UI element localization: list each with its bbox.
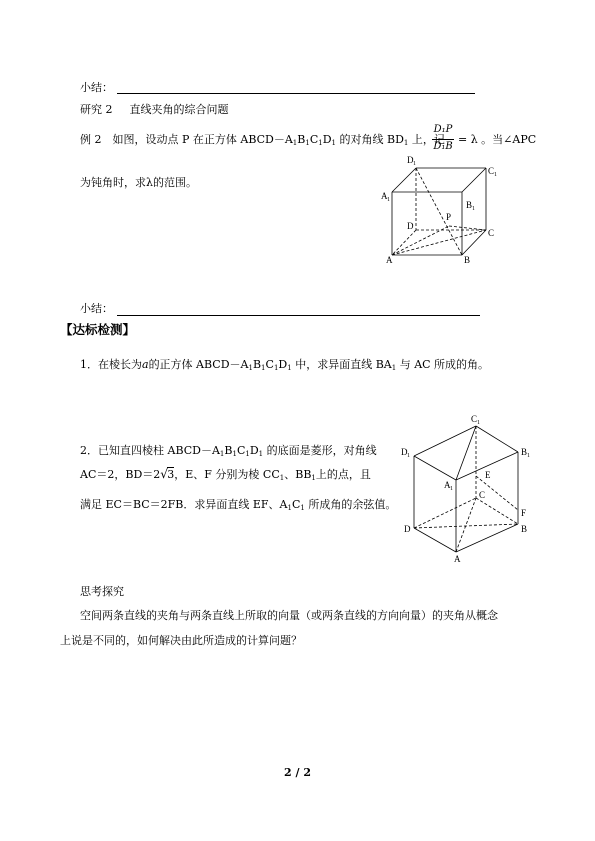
q2-text: 所成角的余弦值。 [308,498,397,511]
label-E: E [485,470,491,480]
label-B: B [464,255,471,265]
label-P: P [446,212,452,222]
cube-figure-1 [376,150,516,270]
sqrt-radicand: 3 [167,468,175,481]
sqrt-expression [160,468,174,482]
q1-text: 1．在棱长为 [80,358,142,371]
research-label: 研究 2 [80,103,113,116]
label-D1: D [401,447,408,457]
example-text: 例 2 如图，设动点 P 在正方体 ABCD－A [80,133,293,146]
answer-line [117,315,480,316]
q1-text: 中，求异面直线 BA [295,358,392,371]
fraction-numerator: D₁P [433,124,453,135]
fraction-denominator: D₁B [433,141,453,152]
question-1: 1．在棱长为a的正方体 $ABCD-A_1B_1C_1D_1$ 中，求异面直线 $BA_1$ 与 AC 所成的角。 [80,358,490,372]
question-2-line-2: AC＝2，BD＝2 √ 3，E、F 分别为棱 $CC_1$、$BB_1$上的点，且 [80,467,371,482]
label-A1: A [444,480,451,490]
summary-label: 小结： [80,81,113,94]
question-2-line-3: 满足 EC＝BC＝2FB．求异面直线 EF、$A_1C_1$ 所成角的余弦值。 [80,498,397,512]
example-equation: = λ 。当∠APC [458,133,537,146]
q2-text: 2．已知直四棱柱 ABCD－A [80,444,220,457]
label-D: D [404,524,411,534]
q2-text: 满足 EC＝BC＝2FB．求异面直线 EF、A [80,498,288,511]
label-sub: 1 [472,206,475,212]
label-A: A [454,554,461,564]
label-D1: D [407,155,414,165]
label-A1: A [381,191,388,201]
example-2-line-2: 为钝角时，求λ的范围。 [80,176,197,189]
label-sub: 1 [477,420,480,426]
answer-line [117,93,475,94]
prism-figure-2 [398,414,538,568]
label-sub: 1 [450,486,453,492]
research-heading [80,103,229,117]
think-line-2: 上说是不同的，如何解决由此所造成的计算问题？ [60,634,302,647]
q2-text: 上的点，且 [315,468,371,481]
label-C1: C [488,166,495,176]
label-D: D [407,221,414,231]
label-F: F [521,508,527,518]
think-line-1: 空间两条直线的夹角与两条直线上所取的向量（或两条直线的方向向量）的夹角从概念 [80,609,498,622]
label-A: A [386,255,393,265]
fraction-bar [432,139,454,140]
think-title: 思考探究 [80,585,124,598]
example-text: 的对角线 BD [339,133,404,146]
q1-text: 的正方体 ABCD－A [148,358,249,371]
q1-text: 与 AC 所成的角。 [399,358,490,371]
research-title: 直线夹角的综合问题 [129,103,229,116]
label-C: C [488,228,495,238]
q1-variable: a [142,358,149,371]
q2-text: AC＝2，BD＝2 [80,468,161,481]
q2-text: ，E、F 分别为棱 CC [174,468,280,481]
label-sub: 1 [407,453,410,459]
summary-label: 小结： [80,302,113,315]
label-sub: 1 [387,197,390,203]
label-B1: B [466,200,473,210]
label-C: C [479,490,486,500]
question-2-line-1: 2．已知直四棱柱 $ABCD-A_1B_1C_1D_1$ 的底面是菱形，对角线 [80,444,377,458]
example-2-line-1: 例 2 如图，设动点 P 在正方体 $ABCD-A_1B_1C_1D_1$ 的对角线 $BD_1$ 上，记 [80,133,445,147]
page-number: 2 / 2 [284,766,311,779]
label-B1: B [521,447,528,457]
example-text: 上，记 [411,133,445,146]
section-heading: 【达标检测】 [60,322,136,337]
label-sub: 1 [494,172,497,178]
label-C1: C [471,414,478,424]
q2-text: 的底面是菱形，对角线 [266,444,377,457]
sqrt-sign: √ [160,467,168,481]
label-sub: 1 [413,161,416,167]
q2-text: 、BB [284,468,312,481]
label-sub: 1 [527,453,530,459]
label-B: B [521,524,528,534]
